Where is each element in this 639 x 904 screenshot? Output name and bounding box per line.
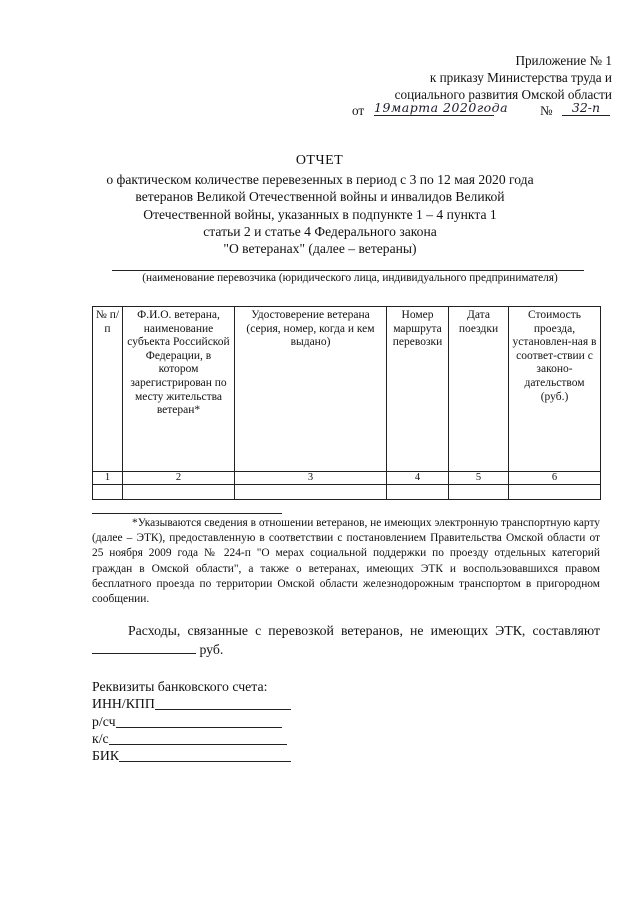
subtitle-line: статьи 2 и статье 4 Федерального закона	[203, 223, 437, 239]
carrier-name-line	[112, 270, 584, 271]
footnote: *Указываются сведения в отношении ветеранов, не имеющих электронную транспортную карту (далее – ЭТК), предоставленную в соответствии с постановлением Правительства Омской области от 25 ноября 2009 года № 224-п "О мерах социальной поддержки по проезду отдельных категорий граждан в Омской области", а также о ветеранах, имеющих ЭТК и воспользовавшихся правом бесплатного проезда по территории Омской области железнодорожным транспортом в пригородном сообщении.	[92, 517, 600, 606]
expenses-currency: руб.	[199, 642, 224, 657]
order-prefix: от	[352, 103, 365, 118]
table-cell	[93, 485, 123, 500]
bank-details	[92, 678, 291, 764]
bank-field-correspondent	[92, 730, 291, 747]
header-trip-date: Дата поездки	[449, 307, 509, 472]
bank-field-label: р/сч	[92, 713, 116, 729]
carrier-caption: (наименование перевозчика (юридического лица, индивидуального предпринимателя)	[142, 272, 558, 284]
header-fare: Стоимость проезда, установлен-ная в соответ-ствии с законо-дательством (руб.)	[509, 307, 601, 472]
order-reference	[352, 100, 612, 120]
order-number-handwritten: 32-п	[562, 100, 610, 116]
expenses-text: Расходы, связанные с перевозкой ветеранов, не имеющих ЭТК, составляют	[128, 623, 600, 638]
bank-title	[92, 678, 291, 695]
table-cell: 5	[449, 472, 509, 485]
expenses-amount-field[interactable]	[92, 640, 196, 654]
subtitle-line: "О ветеранах" (далее – ветераны)	[223, 241, 417, 257]
table-cell: 4	[387, 472, 449, 485]
appendix-header	[330, 52, 612, 104]
header-certificate: Удостоверение ветерана (серия, номер, когда и кем выдано)	[235, 307, 387, 472]
bank-field-label: ИНН/КПП	[92, 696, 155, 712]
header-veteran-name: Ф.И.О. ветерана, наименование субъекта Российской Федерации, в котором зарегистрирован по месту жительства ветеран*	[123, 307, 235, 472]
table-header-row	[93, 307, 601, 472]
subtitle-line: ветеранов Великой Отечественной войны и инвалидов Великой	[135, 189, 505, 205]
appendix-line-2: к приказу Министерства труда и	[429, 70, 612, 86]
bank-field-label: к/с	[92, 730, 109, 746]
bank-title-text: Реквизиты банковского счета:	[92, 679, 268, 694]
table-cell	[387, 485, 449, 500]
veterans-table	[92, 306, 601, 500]
bank-field-line[interactable]	[109, 730, 287, 745]
table-row	[93, 472, 601, 485]
bank-field-bik	[92, 747, 291, 764]
report-title: ОТЧЕТ	[295, 153, 344, 168]
bank-field-line[interactable]	[155, 695, 291, 710]
appendix-line-3: социального развития Омской области	[394, 87, 612, 103]
subtitle-line: о фактическом количестве перевезенных в период с 3 по 12 мая 2020 года	[106, 172, 534, 187]
table-cell: 3	[235, 472, 387, 485]
table-row	[93, 485, 601, 500]
table-cell: 1	[93, 472, 123, 485]
table-cell: 6	[509, 472, 601, 485]
bank-field-inn-kpp	[92, 695, 291, 712]
subtitle-line: Отечественной войны, указанных в подпункте 1 – 4 пункта 1	[143, 206, 497, 222]
footnote-divider	[92, 513, 282, 514]
bank-field-line[interactable]	[116, 713, 282, 728]
table-cell	[235, 485, 387, 500]
appendix-line-1: Приложение № 1	[515, 53, 612, 68]
table-cell	[509, 485, 601, 500]
header-route-number: Номер маршрута перевозки	[387, 307, 449, 472]
header-number: № п/п	[93, 307, 123, 472]
table-cell: 2	[123, 472, 235, 485]
order-date-handwritten: 19марта 2020года	[374, 100, 509, 115]
report-subtitle	[90, 171, 550, 257]
table-cell	[123, 485, 235, 500]
bank-field-label: БИК	[92, 748, 120, 764]
bank-field-account	[92, 713, 291, 730]
table-cell	[449, 485, 509, 500]
expenses-paragraph	[92, 621, 600, 659]
order-number-label: №	[540, 103, 553, 118]
bank-field-line[interactable]	[119, 747, 291, 762]
